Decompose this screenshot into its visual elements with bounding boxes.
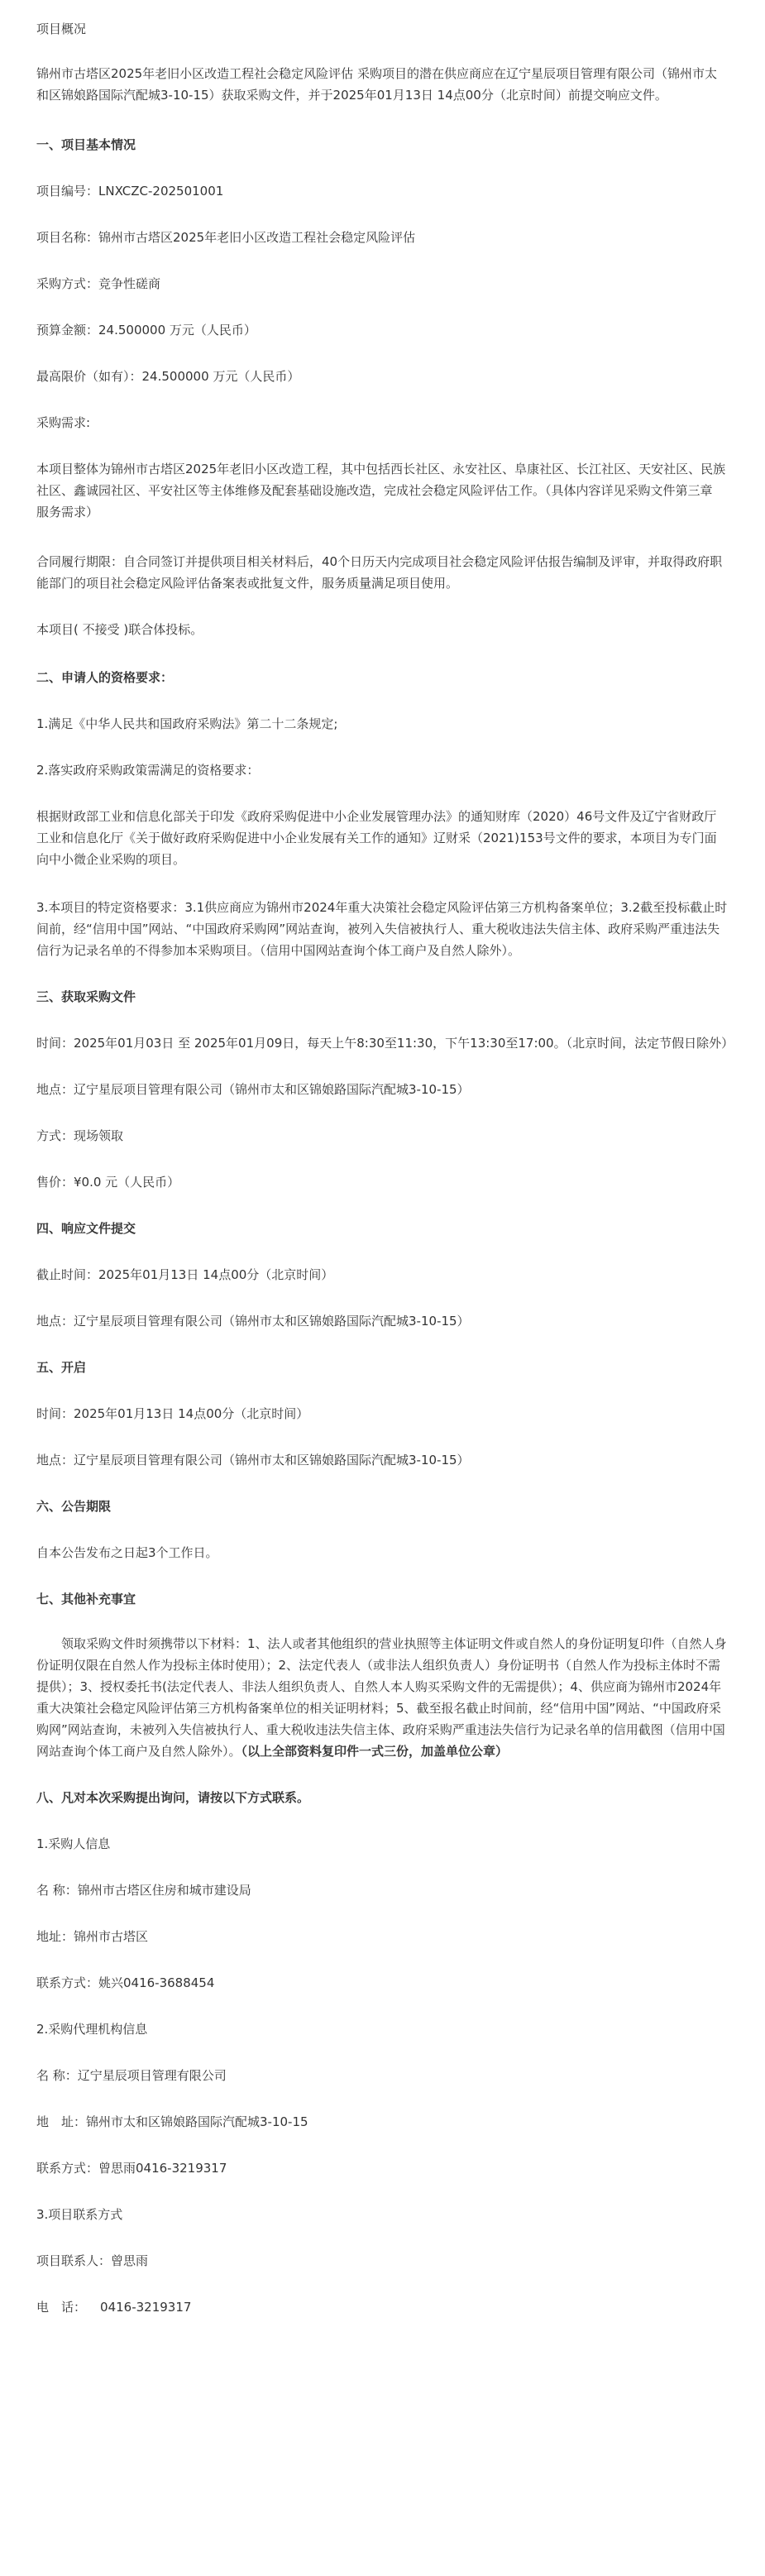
consortium-note: 本项目( 不接受 )联合体投标。 xyxy=(36,622,203,637)
project-contact-title: 3.项目联系方式 xyxy=(36,2207,123,2222)
qualification-3: 3.本项目的特定资格要求：3.1供应商应为锦州市2024年重大决策社会稳定风险评估第三方机构备案单位；3.2截至投标截止时间前，经“信用中国”网站、“中国政府采购网”网站查询，被列入失信被执行人、重大税收违法失信主体、政府采购严重违法失信行为记录名单的不得参加本采购项目。（信用中国网站查询个体工商户及自然人除外）。 xyxy=(36,900,728,958)
supplementary-text xyxy=(36,1633,729,1762)
qualification-2-text: 根据财政部工业和信息化部关于印发《政府采购促进中小企业发展管理办法》的通知财库（2020）46号文件及辽宁省财政厅工业和信息化厅《关于做好政府采购促进中小企业发展有关工作的通知》辽财采（2021)153号文件的要求，本项目为专门面向中小微企业采购的项目。 xyxy=(36,809,717,867)
section-8-heading: 八、凡对本次采购提出询问，请按以下方式联系。 xyxy=(36,1790,310,1805)
overview-text: 锦州市古塔区2025年老旧小区改造工程社会稳定风险评估 采购项目的潜在供应商应在辽宁星辰项目管理有限公司（锦州市太和区锦娘路国际汽配城3-10-15）获取采购文件，并于2025年01月13日 14点00分（北京时间）前提交响应文件。 xyxy=(36,66,717,103)
section-6-heading: 六、公告期限 xyxy=(36,1499,112,1514)
project-contact-phone: 电 话： 0416-3219317 xyxy=(36,2300,192,2315)
buyer-info-title: 1.采购人信息 xyxy=(36,1836,111,1851)
demand-label: 采购需求: xyxy=(36,415,91,430)
demand-text: 本项目整体为锦州市古塔区2025年老旧小区改造工程，其中包括西长社区、永安社区、阜康社区、长江社区、天安社区、民族社区、鑫诚园社区、平安社区等主体维修及配套基础设施改造，完成社会稳定风险评估工作。（具体内容详见采购文件第三章 服务需求） xyxy=(36,462,726,520)
overview-title: 项目概况 xyxy=(36,22,87,36)
obtain-time: 时间：2025年01月03日 至 2025年01月09日，每天上午8:30至11:30，下午13:30至17:00。（北京时间，法定节假日除外） xyxy=(36,1036,734,1051)
section-3-heading: 三、获取采购文件 xyxy=(36,989,136,1004)
obtain-way: 方式：现场领取 xyxy=(36,1128,124,1143)
max-price: 最高限价（如有）：24.500000 万元（人民币） xyxy=(36,369,300,384)
project-number: 项目编号：LNXCZC-202501001 xyxy=(36,184,224,199)
section-5-heading: 五、开启 xyxy=(36,1360,87,1375)
section-4-heading: 四、响应文件提交 xyxy=(36,1221,136,1236)
supplementary-body: 领取采购文件时须携带以下材料：1、法人或者其他组织的营业执照等主体证明文件或自然人的身份证明复印件（自然人身份证明仅限在自然人作为投标主体时使用）；2、法定代表人（或非法人组织负责人）身份证明书（自然人作为投标主体时不需提供）；3、授权委托书(法定代表人、非法人组织负责人、自然人本人购买采购文件的无需提供）；4、供应商为锦州市2024年重大决策社会稳定风险评估第三方机构备案单位的相关证明材料；5、截至报名截止时间前，经“信用中国”网站、“中国政府采购网”网站查询，未被列入失信被执行人、重大税收违法失信主体、政府采购严重违法失信行为记录名单的信用截图（信用中国网站查询个体工商户及自然人除外）。 xyxy=(36,1636,727,1759)
contract-term: 合同履行期限：自合同签订并提供项目相关材料后，40个日历天内完成项目社会稳定风险评估报告编制及评审，并取得政府职能部门的项目社会稳定风险评估备案表或批复文件，服务质量满足项目使用。 xyxy=(36,554,723,591)
section-7-heading: 七、其他补充事宜 xyxy=(36,1592,136,1606)
opening-time: 时间：2025年01月13日 14点00分（北京时间） xyxy=(36,1406,309,1421)
qualification-1: 1.满足《中华人民共和国政府采购法》第二十二条规定; xyxy=(36,716,338,731)
section-2-heading: 二、申请人的资格要求： xyxy=(36,670,174,685)
submission-deadline: 截止时间：2025年01月13日 14点00分（北京时间） xyxy=(36,1267,334,1282)
agent-address: 地 址：锦州市太和区锦娘路国际汽配城3-10-15 xyxy=(36,2114,308,2129)
section-1-heading: 一、项目基本情况 xyxy=(36,137,136,152)
document-price: 售价：¥0.0 元（人民币） xyxy=(36,1175,180,1190)
notice-period: 自本公告发布之日起3个工作日。 xyxy=(36,1545,218,1560)
supplementary-bold-note: （以上全部资料复印件一式三份，加盖单位公章） xyxy=(241,1744,509,1759)
procurement-method: 采购方式：竞争性磋商 xyxy=(36,276,161,291)
qualification-2: 2.落实政府采购政策需满足的资格要求： xyxy=(36,763,260,778)
opening-place: 地点：辽宁星辰项目管理有限公司（锦州市太和区锦娘路国际汽配城3-10-15） xyxy=(36,1453,470,1468)
obtain-place: 地点：辽宁星辰项目管理有限公司（锦州市太和区锦娘路国际汽配城3-10-15） xyxy=(36,1082,470,1097)
agent-name: 名 称：辽宁星辰项目管理有限公司 xyxy=(36,2068,227,2083)
project-name: 项目名称：锦州市古塔区2025年老旧小区改造工程社会稳定风险评估 xyxy=(36,230,416,245)
agent-info-title: 2.采购代理机构信息 xyxy=(36,2022,148,2037)
submission-place: 地点：辽宁星辰项目管理有限公司（锦州市太和区锦娘路国际汽配城3-10-15） xyxy=(36,1314,470,1329)
agent-contact: 联系方式：曾思雨0416-3219317 xyxy=(36,2161,227,2176)
buyer-name: 名 称：锦州市古塔区住房和城市建设局 xyxy=(36,1883,251,1898)
budget-amount: 预算金额：24.500000 万元（人民币） xyxy=(36,323,256,338)
buyer-contact: 联系方式：姚兴0416-3688454 xyxy=(36,1975,215,1990)
project-contact-person: 项目联系人：曾思雨 xyxy=(36,2253,149,2268)
buyer-address: 地址：锦州市古塔区 xyxy=(36,1929,149,1944)
